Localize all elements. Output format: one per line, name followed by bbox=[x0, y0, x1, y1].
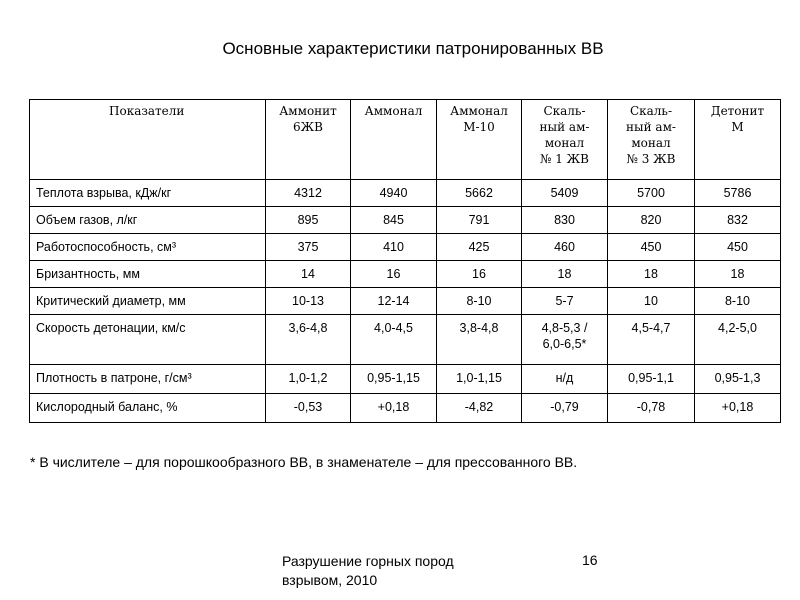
table-cell: -0,78 bbox=[608, 394, 695, 423]
table-cell: 14 bbox=[266, 261, 351, 288]
table-cell: 791 bbox=[437, 207, 522, 234]
course-title: Разрушение горных пород взрывом, 2010 bbox=[282, 553, 454, 588]
table-cell: -0,53 bbox=[266, 394, 351, 423]
table-cell: 830 bbox=[522, 207, 608, 234]
table-cell: 4312 bbox=[266, 180, 351, 207]
table-cell: +0,18 bbox=[351, 394, 437, 423]
table-row bbox=[30, 365, 781, 394]
table-row bbox=[30, 288, 781, 315]
table-row bbox=[30, 394, 781, 423]
table-cell: 0,95-1,3 bbox=[695, 365, 781, 394]
table-cell: 4,0-4,5 bbox=[351, 315, 437, 365]
table-cell: 0,95-1,15 bbox=[351, 365, 437, 394]
table-cell: 10 bbox=[608, 288, 695, 315]
row-label: Скорость детонации, км/с bbox=[30, 315, 266, 365]
table-cell: 820 bbox=[608, 207, 695, 234]
header-cell: Аммонал bbox=[351, 100, 437, 180]
header-cell: Скаль- ный ам- монал № 1 ЖВ bbox=[522, 100, 608, 180]
table-cell: 3,8-4,8 bbox=[437, 315, 522, 365]
table-header-row bbox=[30, 100, 781, 180]
table-cell: 460 bbox=[522, 234, 608, 261]
table-cell: 5-7 bbox=[522, 288, 608, 315]
table-row bbox=[30, 207, 781, 234]
page-number: 16 bbox=[582, 552, 598, 568]
table-cell: 4,8-5,3 / 6,0-6,5* bbox=[522, 315, 608, 365]
row-label: Теплота взрыва, кДж/кг bbox=[30, 180, 266, 207]
table-cell: 8-10 bbox=[695, 288, 781, 315]
table-cell: 5786 bbox=[695, 180, 781, 207]
table-cell: 8-10 bbox=[437, 288, 522, 315]
table-cell: -4,82 bbox=[437, 394, 522, 423]
footnote: * В числителе – для порошкообразного ВВ, в знаменателе – для прессованного ВВ. bbox=[30, 454, 578, 470]
table-cell: 845 bbox=[351, 207, 437, 234]
row-label: Объем газов, л/кг bbox=[30, 207, 266, 234]
row-label: Кислородный баланс, % bbox=[30, 394, 266, 423]
row-label: Работоспособность, см³ bbox=[30, 234, 266, 261]
header-cell: Аммонит 6ЖВ bbox=[266, 100, 351, 180]
table-cell: +0,18 bbox=[695, 394, 781, 423]
table-cell: 16 bbox=[437, 261, 522, 288]
table-cell: 12-14 bbox=[351, 288, 437, 315]
table-cell: 0,95-1,1 bbox=[608, 365, 695, 394]
page-title: Основные характеристики патронированных ВВ bbox=[222, 39, 604, 58]
table-cell: 1,0-1,2 bbox=[266, 365, 351, 394]
table-cell: 18 bbox=[695, 261, 781, 288]
table-cell: 832 bbox=[695, 207, 781, 234]
table-cell: 4,2-5,0 bbox=[695, 315, 781, 365]
header-cell: Показатели bbox=[30, 100, 266, 180]
table-cell: 410 bbox=[351, 234, 437, 261]
header-cell: Аммонал М-10 bbox=[437, 100, 522, 180]
table-cell: 895 bbox=[266, 207, 351, 234]
table-cell: 10-13 bbox=[266, 288, 351, 315]
table-cell: 4940 bbox=[351, 180, 437, 207]
row-label: Плотность в патроне, г/см³ bbox=[30, 365, 266, 394]
table-cell: 450 bbox=[695, 234, 781, 261]
explosives-properties-table bbox=[29, 99, 781, 423]
table-cell: 4,5-4,7 bbox=[608, 315, 695, 365]
table-row bbox=[30, 180, 781, 207]
table-row bbox=[30, 234, 781, 261]
table-cell: 375 bbox=[266, 234, 351, 261]
header-cell: Детонит М bbox=[695, 100, 781, 180]
row-label: Бризантность, мм bbox=[30, 261, 266, 288]
table-cell: -0,79 bbox=[522, 394, 608, 423]
table-cell: 5409 bbox=[522, 180, 608, 207]
table-cell: 425 bbox=[437, 234, 522, 261]
table-row bbox=[30, 315, 781, 365]
table-cell: 18 bbox=[522, 261, 608, 288]
table-cell: н/д bbox=[522, 365, 608, 394]
row-label: Критический диаметр, мм bbox=[30, 288, 266, 315]
header-cell: Скаль- ный ам- монал № 3 ЖВ bbox=[608, 100, 695, 180]
table-cell: 1,0-1,15 bbox=[437, 365, 522, 394]
table-cell: 5662 bbox=[437, 180, 522, 207]
table-row bbox=[30, 261, 781, 288]
table-cell: 3,6-4,8 bbox=[266, 315, 351, 365]
table-cell: 450 bbox=[608, 234, 695, 261]
table-cell: 5700 bbox=[608, 180, 695, 207]
table-cell: 16 bbox=[351, 261, 437, 288]
table-cell: 18 bbox=[608, 261, 695, 288]
